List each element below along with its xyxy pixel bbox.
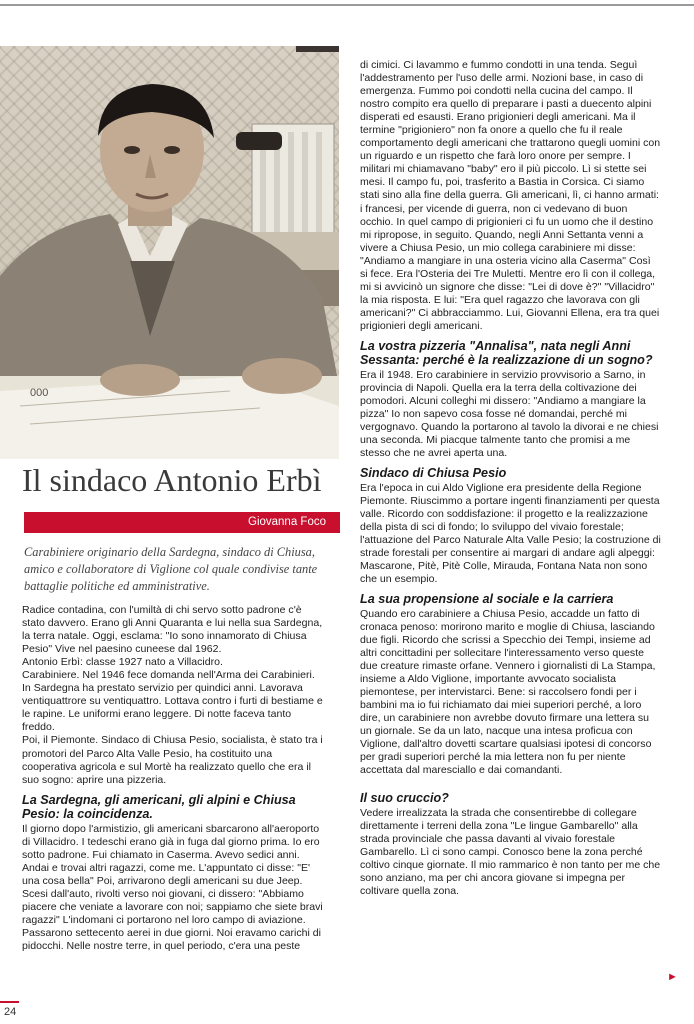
left-paragraph: Carabiniere. Nel 1946 fece domanda nell'Arma dei Carabinieri. In Sardegna ha prestato servizio per quindici anni. Lavorava ventiquattrore su ventiquattro. Lottava contro i furti di bestiame e le rapine. Le uniformi erano leggere. Di notte faceva tanto freddo. [22, 669, 323, 734]
page-number-rule [0, 1001, 19, 1003]
right-paragraph: Vedere irrealizzata la strada che consentirebbe di collegare direttamente i terreni della zona "Le lingue Gambarello" alla strada provinciale che passa davanti al vivaio forestale Gambarello. Lì ci sono campi. Conosco bene la zona perché coltivo cinque giornate. Il mio rammarico è non tanto per me che sono anziano, ma per chi ancora giovane si impegna per coltivare quella zona. [360, 806, 661, 898]
next-page-arrow-icon[interactable]: ► [667, 971, 678, 983]
article-intro: Carabiniere originario della Sardegna, sindaco di Chiusa, amico e collaboratore di Viglione col quale condivise tante battaglie politiche ed amministrative. [24, 545, 318, 593]
top-rule [0, 4, 694, 6]
left-paragraph: Antonio Erbì: classe 1927 nato a Villacidro. [22, 656, 223, 669]
article-title: Il sindaco Antonio Erbì [22, 462, 322, 498]
portrait-photo-illustration [0, 46, 339, 459]
right-paragraph: di cimici. Ci lavammo e fummo condotti in una tenda. Seguì l'addestramento per l'uso delle armi. Nozioni base, in caso di emergenza. Fummo poi condotti nella cucina del campo. Il nostro compito era quello di preparare i pasti a duecento alpini disperati ed esausti. Erano prigionieri degli americani. Ma il termine "prigioniero" non fa onore a quello che fu il reale comportamento degli americani che trattarono quegli uomini con un riguardo e un rispetto che farà loro onore per sempre. I militari mi chiamavano "baby" ero il più piccolo. Lì si stette sei mesi. Il campo fu, poi, trasferito a Bastia in Corsica. Ci siamo stati sino alla fine della guerra. Gli americani, lì, ci hanno armati: i francesi, per vicende di guerra, non ci vedevano di buon occhio. In quel campo di prigionieri ci fu un uomo che il destino mi ripropose, in seguito. Quando, negli Anni Settanta venni a vivere a Chiusa Pesio, un mio collega carabiniere mi disse: "Andiamo a mangiare in una osteria vicino alla Caserma" Così si fece. Era l'Osteria dei Tre Muletti. Mentre ero lì con il collega, mi si avvicinò un signore che disse: "Lei di dove è?" "Villacidro" la mia risposta. E lui: "Era quel ragazzo che lavorava con gli americani?" Ci abbracciammo. Lui, Giovanni Ellena, era tra quei prigionieri degli americani. [360, 59, 661, 332]
portrait-photo [0, 46, 339, 459]
right-paragraph: Era l'epoca in cui Aldo Viglione era presidente della Regione Piemonte. Riuscimmo a portare ingenti finanziamenti per questa valle. Ricordo con soddisfazione: il progetto e la realizzazione della pista di sci di fondo; lo sviluppo del vivaio forestale; l'attuazione del Parco Naturale Alta Valle Pesio; la costruzione di strade forestali per consentire ai margari di andare agli alpeggi: Mascarone, Pitè, Pitè Colle, Mirauda, Fontana Nata non sono che un esempio. [360, 481, 661, 586]
author-byline: Giovanna Foco [24, 512, 340, 533]
photo-tag: 000 [30, 387, 49, 399]
right-paragraph: Quando ero carabiniere a Chiusa Pesio, accadde un fatto di cronaca penoso: morirono marito e moglie di Chiusa, lasciando due figli. Ricordo che scrissi a Specchio dei Tempi, insieme ad altri concittadini per sollecitare l'interessamento verso queste due creature rimaste orfane. Vennero i giornalisti di La Stampa, insieme a Aldo Viglione, importante avvocato socialista piemontese, per intervistarci. Bene: si raccolsero fondi per i bambini ma io fui richiamato dai miei superiori perché, a loro dire, un carabiniere non avrebbe dovuto firmare una lettera su un giornale. Se da un lato, nacque una intesa proficua con Viglione, dall'altro dovetti scartare qualsiasi ipotesi di concorso per gradi superiori perché la mia lettera non fu per niente accettata dal maresciallo e dai comandanti. [360, 607, 656, 777]
section-heading: Sindaco di Chiusa Pesio [360, 466, 507, 481]
right-column [360, 59, 661, 898]
section-heading: La Sardegna, gli americani, gli alpini e Chiusa Pesio: la coincidenza. [22, 792, 296, 822]
section-heading: Il suo cruccio? [360, 791, 449, 806]
left-paragraph: Il giorno dopo l'armistizio, gli americani sbarcarono all'aeroporto di Villacidro. I tedeschi erano già in fuga dal giorno prima. Io ero sotto padrone. Fui chiamato in Caserma. Avevo sedici anni. Andai e trovai altri ragazzi, come me. L'appuntato ci disse: "E' una cosa bella" Poi, arrivarono degli americani su due Jeep. Scesi dall'auto, rivolti verso noi giovani, ci dissero: "Abbiamo piacere che veniate a lavorare con noi; sappiamo che siete bravi ragazzi" L'indomani ci portarono nel loro campo di aviazione. Passarono settecento aerei in due giorni. Noi eravamo carichi di pidocchi. Nelle nostre terre, in quel periodo, c'era una peste [22, 822, 323, 953]
left-column [22, 604, 325, 953]
left-paragraph: Radice contadina, con l'umiltà di chi servo sotto padrone c'è stato davvero. Erano gli Anni Quaranta e lui nella sua Sardegna, la terra natale. Oggi, esclama: "Io sono innamorato di Chiusa Pesio" Vive nel paesino cuneese dal 1962. [22, 604, 323, 656]
left-paragraph: Poi, il Piemonte. Sindaco di Chiusa Pesio, socialista, è stato tra i promotori del Parco Alta Valle Pesio, ha costituito una cooperativa agricola e sul Mortè ha realizzato quello che era il suo sogno: aprire una pizzeria. [22, 734, 323, 786]
section-heading: La sua propensione al sociale e la carriera [360, 592, 614, 607]
page-number: 24 [4, 1006, 17, 1018]
section-heading: La vostra pizzeria "Annalisa", nata negli Anni Sessanta: perché è la realizzazione di un sogno? [360, 338, 653, 368]
right-paragraph: Era il 1948. Ero carabiniere in servizio provvisorio a Sarno, in provincia di Napoli. Quella era la terra della coltivazione dei pomodori. Alcuni colleghi mi dissero: "Andiamo a mangiare la pizza" Io non sapevo cosa fosse né domandai, perché mi vergognavo. Quando la portarono al tavolo la divorai e ne chiesi una seconda. Mi piacque talmente tanto che promisi a me stesso che ne avrei aperta una. [360, 368, 659, 460]
